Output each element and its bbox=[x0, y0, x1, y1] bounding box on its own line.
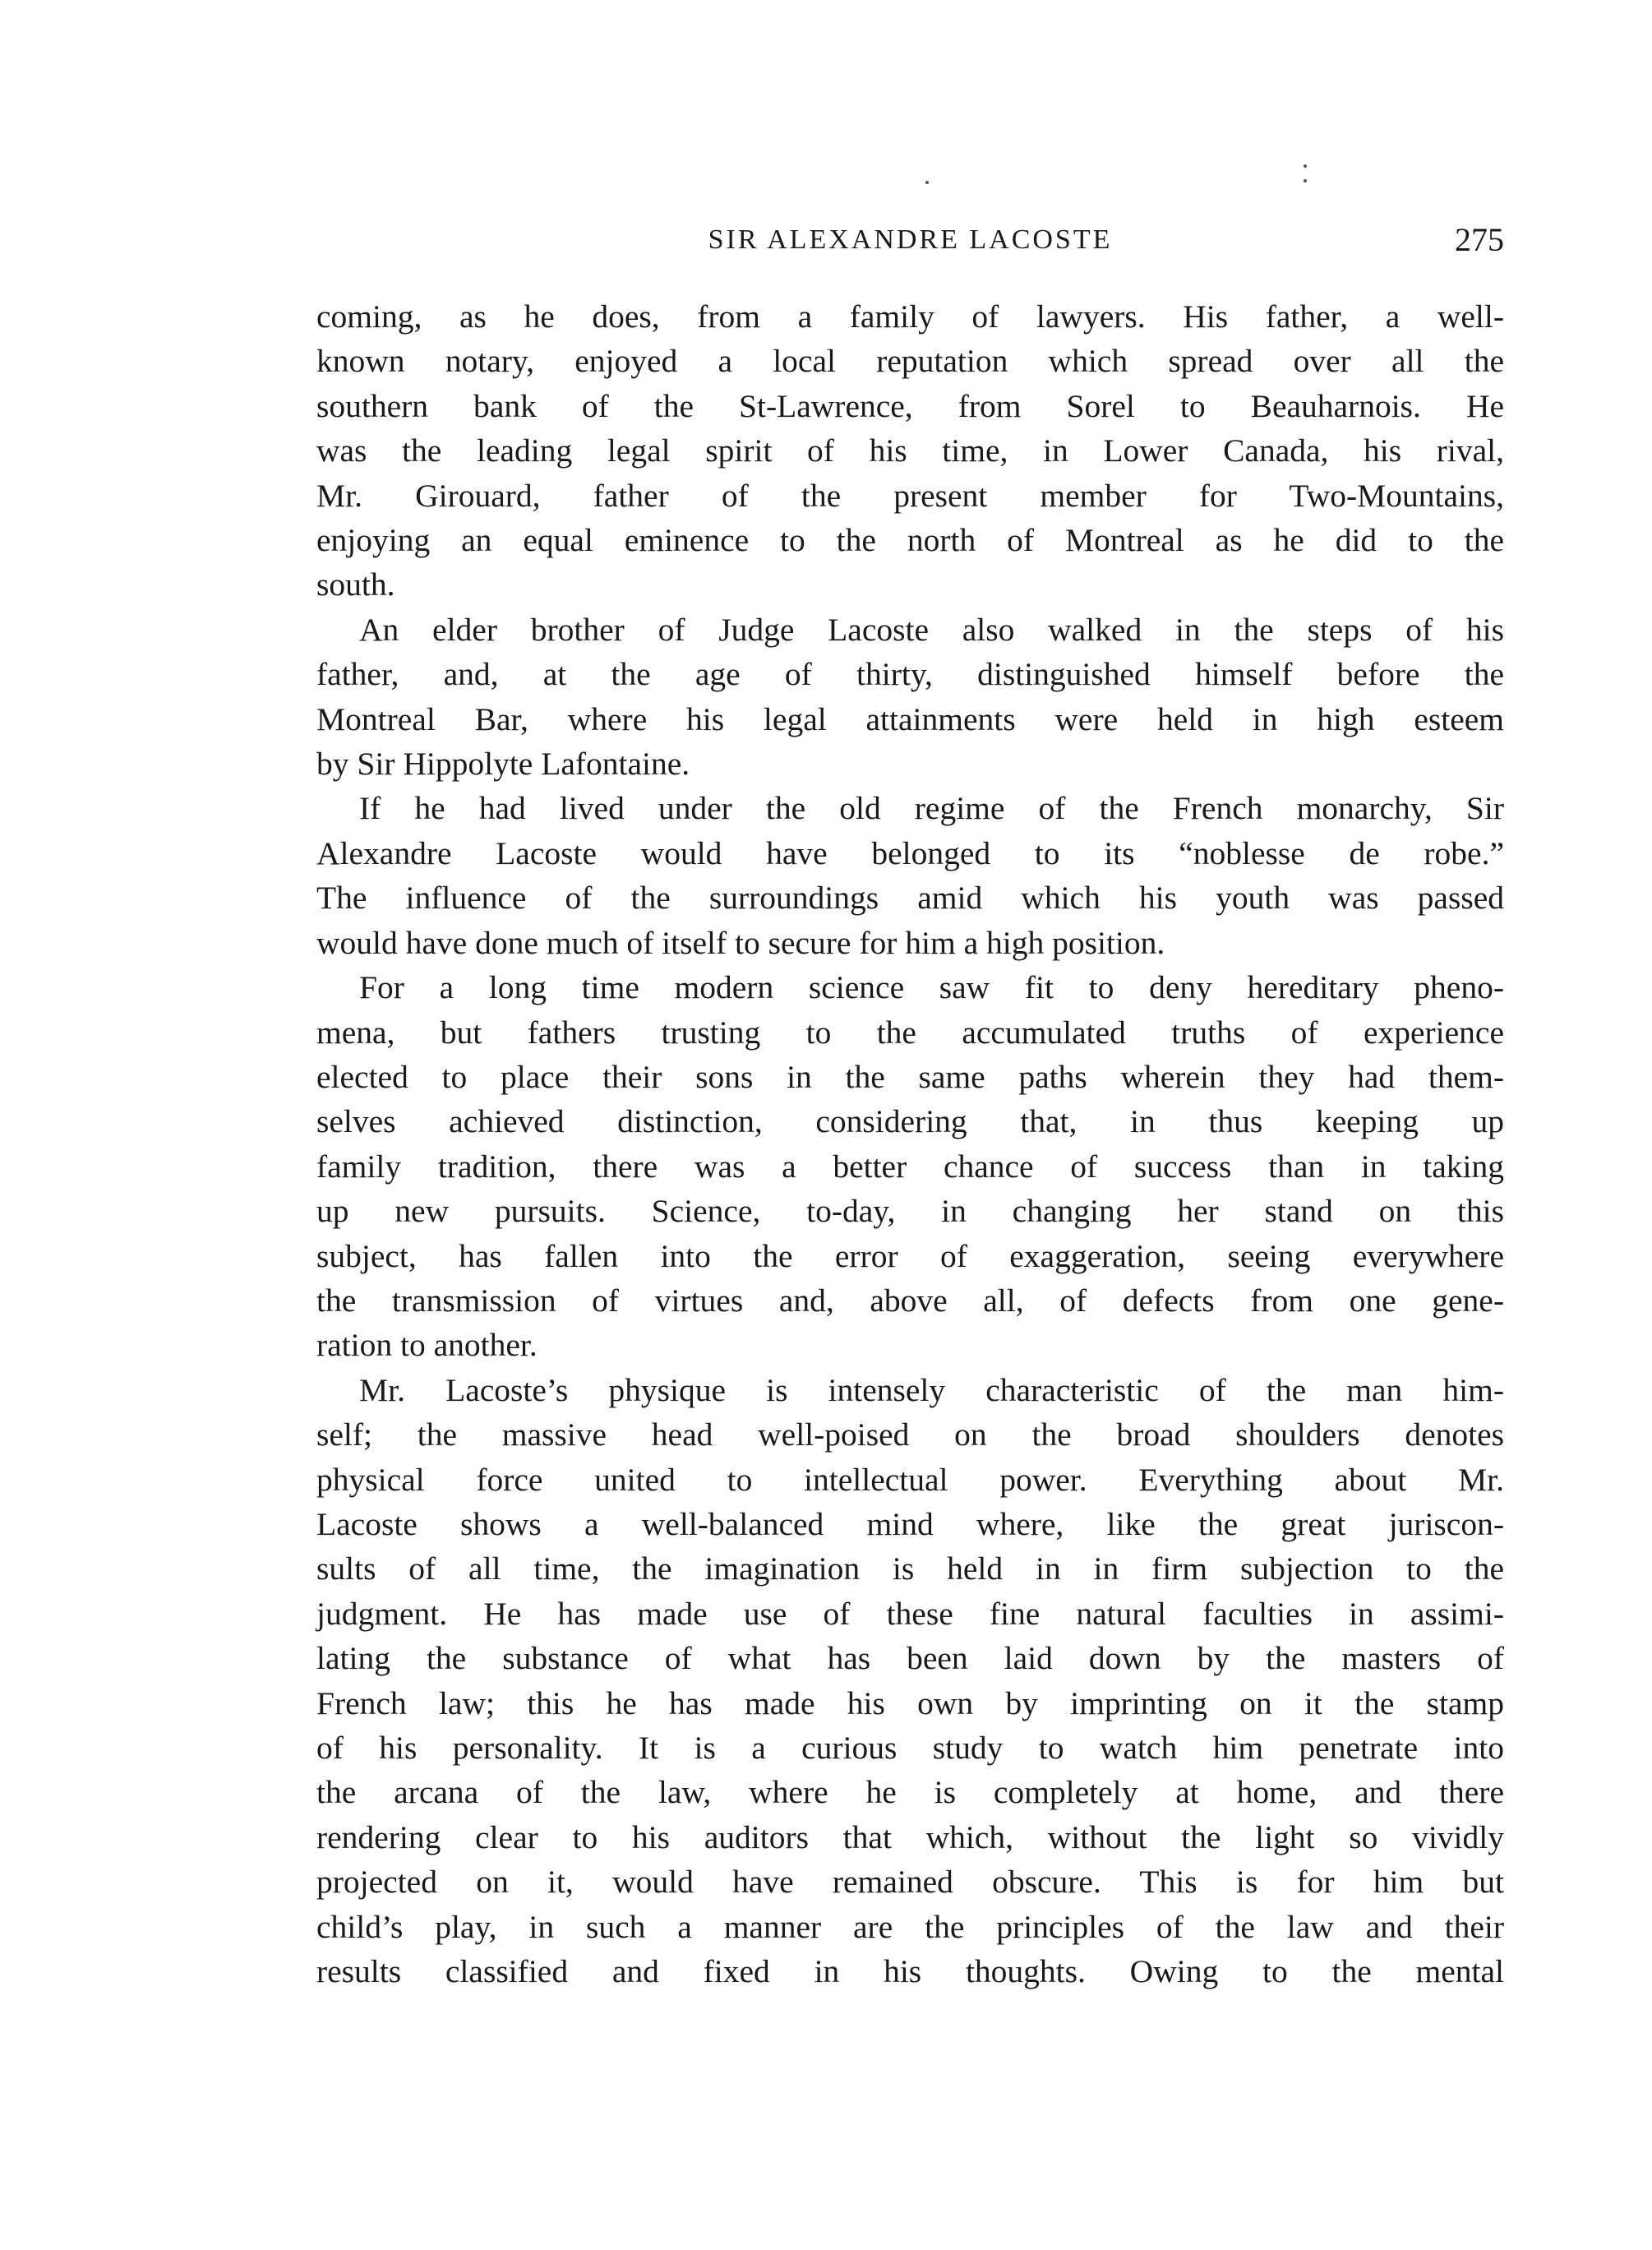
text-line: ration to another. bbox=[316, 1327, 538, 1364]
text-line: enjoying an equal eminence to the north of Montreal as he did to the bbox=[316, 522, 1504, 559]
text-line: was the leading legal spirit of his time, in Lower Canada, his rival, bbox=[316, 432, 1504, 469]
stray-mark-dot bbox=[925, 181, 929, 184]
page-number: 275 bbox=[1455, 221, 1504, 258]
text-line: Mr. Lacoste’s physique is intensely characteristic of the man him- bbox=[359, 1371, 1504, 1408]
text-line: lating the substance of what has been laid down by the masters of bbox=[316, 1640, 1504, 1677]
text-line: Lacoste shows a well-balanced mind where, like the great juriscon- bbox=[316, 1505, 1504, 1542]
text-line: coming, as he does, from a family of lawyers. His father, a well- bbox=[316, 298, 1504, 335]
text-line: up new pursuits. Science, to-day, in changing her stand on this bbox=[316, 1193, 1504, 1230]
text-line: known notary, enjoyed a local reputation which spread over all the bbox=[316, 343, 1504, 380]
text-line: French law; this he has made his own by imprinting on it the stamp bbox=[316, 1684, 1504, 1721]
text-line: subject, has fallen into the error of exaggeration, seeing everywhere bbox=[316, 1237, 1504, 1274]
text-line: An elder brother of Judge Lacoste also walked in the steps of his bbox=[359, 611, 1504, 648]
text-line: sults of all time, the imagination is held in in firm subjection to the bbox=[316, 1550, 1504, 1587]
text-line: self; the massive head well-poised on the broad shoulders denotes bbox=[316, 1416, 1504, 1453]
paragraph bbox=[316, 786, 1504, 965]
text-line: results classified and fixed in his thoughts. Owing to the mental bbox=[316, 1953, 1504, 1990]
text-line: The influence of the surroundings amid which his youth was passed bbox=[316, 880, 1504, 917]
text-line: selves achieved distinction, considering that, in thus keeping up bbox=[316, 1103, 1504, 1140]
paragraph bbox=[316, 294, 1504, 608]
paragraph bbox=[316, 1368, 1504, 1994]
text-line: mena, but fathers trusting to the accumulated truths of experience bbox=[316, 1014, 1504, 1051]
text-line: of his personality. It is a curious study to watch him penetrate into bbox=[316, 1730, 1504, 1766]
text-line: Montreal Bar, where his legal attainments were held in high esteem bbox=[316, 700, 1504, 737]
text-line: If he had lived under the old regime of the French monarchy, Sir bbox=[359, 790, 1504, 827]
running-head bbox=[316, 220, 1504, 270]
text-line: the transmission of virtues and, above all, of defects from one gene- bbox=[316, 1282, 1504, 1319]
text-line: the arcana of the law, where he is completely at home, and there bbox=[316, 1774, 1504, 1811]
text-line: projected on it, would have remained obscure. This is for him but bbox=[316, 1864, 1504, 1901]
stray-mark-dot bbox=[1304, 164, 1307, 168]
text-line: physical force united to intellectual power. Everything about Mr. bbox=[316, 1461, 1504, 1498]
text-line: southern bank of the St-Lawrence, from Sorel to Beauharnois. He bbox=[316, 387, 1504, 424]
text-line: would have done much of itself to secure for him a high position. bbox=[316, 924, 1165, 961]
text-line: For a long time modern science saw fit to deny hereditary pheno- bbox=[359, 969, 1504, 1006]
text-line: rendering clear to his auditors that which, without the light so vividly bbox=[316, 1818, 1504, 1855]
running-title: SIR ALEXANDRE LACOSTE bbox=[708, 224, 1113, 255]
paragraph bbox=[316, 608, 1504, 787]
text-line: elected to place their sons in the same paths wherein they had them- bbox=[316, 1058, 1504, 1095]
text-line: south. bbox=[316, 566, 395, 603]
paragraph bbox=[316, 965, 1504, 1368]
text-line: father, and, at the age of thirty, distinguished himself before the bbox=[316, 656, 1504, 693]
text-line: family tradition, there was a better chance of success than in taking bbox=[316, 1148, 1504, 1185]
text-line: Mr. Girouard, father of the present member for Two-Mountains, bbox=[316, 477, 1504, 514]
text-line: Alexandre Lacoste would have belonged to its “noblesse de robe.” bbox=[316, 834, 1504, 871]
body-text bbox=[316, 294, 1504, 1994]
text-line: judgment. He has made use of these fine natural faculties in assimi- bbox=[316, 1595, 1504, 1632]
stray-mark-dot bbox=[1304, 179, 1307, 182]
text-line: child’s play, in such a manner are the principles of the law and their bbox=[316, 1908, 1504, 1945]
text-line: by Sir Hippolyte Lafontaine. bbox=[316, 746, 690, 783]
